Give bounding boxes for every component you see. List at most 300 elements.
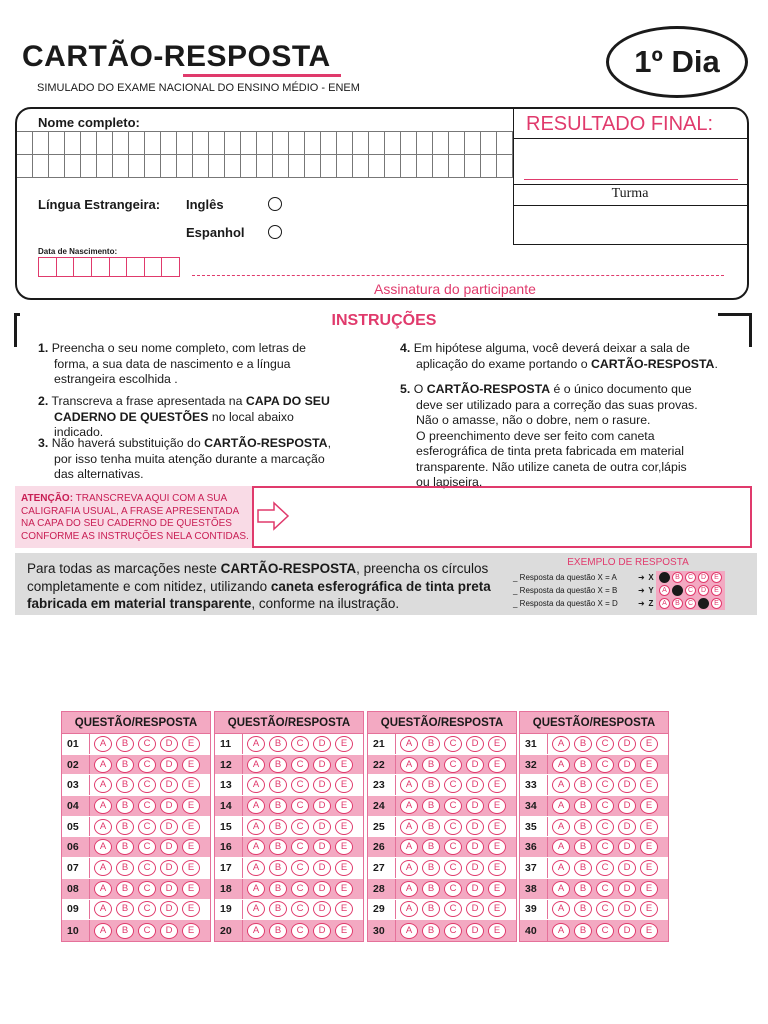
- answer-bubble[interactable]: A: [94, 881, 112, 897]
- answer-bubble[interactable]: C: [444, 798, 462, 814]
- answer-bubble[interactable]: C: [138, 798, 156, 814]
- answer-bubble[interactable]: C: [138, 736, 156, 752]
- answer-bubble[interactable]: A: [552, 881, 570, 897]
- answer-row: [368, 775, 516, 796]
- answer-bubble[interactable]: E: [488, 777, 506, 793]
- name-cell[interactable]: [481, 155, 497, 178]
- answer-bubble[interactable]: E: [640, 798, 658, 814]
- answer-bubble[interactable]: B: [116, 757, 134, 773]
- answer-bubble[interactable]: C: [138, 757, 156, 773]
- answer-bubble[interactable]: D: [466, 860, 484, 876]
- answer-bubble[interactable]: B: [422, 819, 440, 835]
- answer-bubble[interactable]: D: [313, 819, 331, 835]
- answer-bubble[interactable]: B: [269, 736, 287, 752]
- question-number: 10: [62, 920, 90, 941]
- answer-bubble[interactable]: B: [269, 819, 287, 835]
- answer-bubble[interactable]: D: [160, 860, 178, 876]
- answer-bubble[interactable]: D: [313, 736, 331, 752]
- answer-bubble[interactable]: C: [444, 839, 462, 855]
- answer-bubble[interactable]: C: [291, 757, 309, 773]
- name-cell[interactable]: [417, 155, 433, 178]
- answer-bubble[interactable]: B: [574, 860, 592, 876]
- name-cell[interactable]: [433, 155, 449, 178]
- name-cell[interactable]: [65, 155, 81, 178]
- answer-bubble[interactable]: E: [640, 757, 658, 773]
- answer-bubble[interactable]: D: [313, 923, 331, 939]
- answer-bubble[interactable]: E: [640, 736, 658, 752]
- question-number: 06: [62, 837, 90, 857]
- name-cell[interactable]: [177, 155, 193, 178]
- answer-bubble[interactable]: D: [313, 901, 331, 917]
- answer-row: [215, 920, 363, 941]
- answer-bubble[interactable]: B: [116, 777, 134, 793]
- name-cell[interactable]: [321, 155, 337, 178]
- answer-bubble[interactable]: A: [552, 798, 570, 814]
- answer-bubble[interactable]: E: [335, 736, 353, 752]
- question-number: 02: [62, 755, 90, 775]
- question-number: 21: [368, 734, 396, 754]
- name-cell[interactable]: [321, 132, 337, 155]
- birth-date-field[interactable]: [38, 257, 180, 277]
- answer-bubble[interactable]: C: [444, 736, 462, 752]
- name-cell[interactable]: [257, 155, 273, 178]
- answer-bubble[interactable]: A: [247, 901, 265, 917]
- name-cell[interactable]: [193, 155, 209, 178]
- name-cell[interactable]: [433, 132, 449, 155]
- name-cell[interactable]: [241, 155, 257, 178]
- answer-bubble[interactable]: D: [160, 777, 178, 793]
- name-cell[interactable]: [49, 155, 65, 178]
- answer-bubble[interactable]: B: [422, 881, 440, 897]
- name-cell[interactable]: [401, 155, 417, 178]
- answer-bubble[interactable]: B: [422, 777, 440, 793]
- name-cell[interactable]: [129, 155, 145, 178]
- name-cell[interactable]: [497, 155, 513, 178]
- answer-bubble[interactable]: B: [574, 881, 592, 897]
- answer-row: [62, 900, 210, 921]
- answer-bubble[interactable]: A: [552, 860, 570, 876]
- answer-bubble[interactable]: C: [291, 901, 309, 917]
- answer-bubble[interactable]: A: [94, 839, 112, 855]
- example-bubble: A: [659, 598, 670, 609]
- answer-bubble[interactable]: A: [400, 901, 418, 917]
- answer-bubble[interactable]: E: [335, 901, 353, 917]
- signature-label: Assinatura do participante: [374, 281, 536, 297]
- answer-bubble[interactable]: C: [138, 881, 156, 897]
- answer-bubble[interactable]: B: [116, 923, 134, 939]
- answer-bubble[interactable]: C: [291, 881, 309, 897]
- answer-bubble[interactable]: C: [138, 901, 156, 917]
- answer-bubble[interactable]: E: [182, 860, 200, 876]
- name-cell[interactable]: [97, 155, 113, 178]
- name-cell[interactable]: [289, 155, 305, 178]
- name-cell[interactable]: [289, 132, 305, 155]
- answer-bubble[interactable]: E: [640, 819, 658, 835]
- answer-bubble[interactable]: B: [422, 860, 440, 876]
- answer-bubble[interactable]: D: [618, 839, 636, 855]
- answer-bubble[interactable]: C: [444, 757, 462, 773]
- example-bubble: D: [698, 585, 709, 596]
- answer-bubble[interactable]: C: [444, 901, 462, 917]
- answer-bubble[interactable]: A: [94, 777, 112, 793]
- name-cell[interactable]: [145, 132, 161, 155]
- answer-bubble[interactable]: A: [247, 777, 265, 793]
- name-cell[interactable]: [177, 132, 193, 155]
- name-cell[interactable]: [305, 132, 321, 155]
- answer-bubble[interactable]: B: [422, 757, 440, 773]
- question-number: 19: [215, 900, 243, 920]
- name-cell[interactable]: [193, 132, 209, 155]
- answer-bubble[interactable]: B: [422, 923, 440, 939]
- answer-bubble[interactable]: E: [182, 923, 200, 939]
- name-cell[interactable]: [273, 132, 289, 155]
- answer-bubble[interactable]: A: [552, 736, 570, 752]
- answer-bubble[interactable]: C: [138, 923, 156, 939]
- question-number: 40: [520, 920, 548, 941]
- answer-bubble[interactable]: D: [313, 839, 331, 855]
- answer-bubble[interactable]: D: [313, 860, 331, 876]
- question-number: 18: [215, 879, 243, 899]
- answer-bubble[interactable]: A: [247, 839, 265, 855]
- answer-row: [520, 858, 668, 879]
- name-cell[interactable]: [497, 132, 513, 155]
- name-cell[interactable]: [225, 155, 241, 178]
- name-cell[interactable]: [225, 132, 241, 155]
- answer-bubble[interactable]: A: [552, 777, 570, 793]
- name-cell[interactable]: [273, 155, 289, 178]
- name-cell[interactable]: [385, 132, 401, 155]
- name-cell[interactable]: [385, 155, 401, 178]
- answer-bubble[interactable]: C: [444, 881, 462, 897]
- answer-bubble[interactable]: E: [335, 777, 353, 793]
- answer-row: [368, 837, 516, 858]
- answer-bubble[interactable]: A: [552, 839, 570, 855]
- answer-bubble[interactable]: C: [444, 923, 462, 939]
- answer-bubble[interactable]: B: [116, 798, 134, 814]
- answer-bubble[interactable]: B: [269, 923, 287, 939]
- name-cell[interactable]: [49, 132, 65, 155]
- answer-bubble[interactable]: C: [444, 819, 462, 835]
- answer-bubble[interactable]: A: [400, 736, 418, 752]
- name-cell[interactable]: [449, 132, 465, 155]
- answer-bubble[interactable]: E: [335, 839, 353, 855]
- answer-bubble[interactable]: B: [574, 757, 592, 773]
- answer-bubble[interactable]: C: [444, 777, 462, 793]
- answer-bubble[interactable]: C: [596, 860, 614, 876]
- answer-bubble[interactable]: D: [618, 881, 636, 897]
- answer-bubble[interactable]: E: [640, 860, 658, 876]
- name-cell[interactable]: [353, 155, 369, 178]
- answer-bubble[interactable]: E: [488, 860, 506, 876]
- answer-bubble[interactable]: C: [291, 798, 309, 814]
- answer-bubble[interactable]: C: [444, 860, 462, 876]
- question-number: 31: [520, 734, 548, 754]
- answer-bubble[interactable]: B: [574, 777, 592, 793]
- answer-row: [215, 817, 363, 838]
- answer-bubble[interactable]: A: [400, 777, 418, 793]
- question-number: 34: [520, 796, 548, 816]
- answer-bubble[interactable]: A: [247, 923, 265, 939]
- name-cell[interactable]: [257, 132, 273, 155]
- answer-bubble[interactable]: D: [466, 777, 484, 793]
- answer-bubble[interactable]: A: [247, 798, 265, 814]
- name-cell[interactable]: [81, 155, 97, 178]
- answer-bubble[interactable]: D: [618, 860, 636, 876]
- name-cell[interactable]: [305, 155, 321, 178]
- name-cell[interactable]: [161, 155, 177, 178]
- example-bubble: [672, 585, 683, 596]
- answer-bubble[interactable]: B: [574, 839, 592, 855]
- answer-bubble[interactable]: C: [596, 923, 614, 939]
- name-cell[interactable]: [417, 132, 433, 155]
- answer-bubble[interactable]: E: [640, 839, 658, 855]
- name-cell[interactable]: [369, 132, 385, 155]
- answer-bubble[interactable]: E: [488, 923, 506, 939]
- answer-bubble[interactable]: B: [269, 777, 287, 793]
- answer-bubble[interactable]: E: [182, 819, 200, 835]
- answer-bubble[interactable]: E: [335, 819, 353, 835]
- answer-bubble[interactable]: D: [466, 901, 484, 917]
- answer-bubble[interactable]: E: [182, 757, 200, 773]
- question-number: 23: [368, 775, 396, 795]
- answer-bubble[interactable]: A: [247, 757, 265, 773]
- answer-bubble[interactable]: C: [596, 736, 614, 752]
- answer-bubble[interactable]: E: [335, 881, 353, 897]
- answer-bubble[interactable]: B: [574, 798, 592, 814]
- name-cell[interactable]: [337, 132, 353, 155]
- answer-bubble[interactable]: B: [422, 901, 440, 917]
- answer-bubble[interactable]: B: [269, 901, 287, 917]
- answer-bubble[interactable]: D: [466, 798, 484, 814]
- answer-bubble[interactable]: D: [466, 819, 484, 835]
- answer-bubble[interactable]: A: [94, 923, 112, 939]
- answer-bubble[interactable]: D: [160, 736, 178, 752]
- answer-bubble[interactable]: D: [313, 757, 331, 773]
- answer-bubble[interactable]: C: [596, 757, 614, 773]
- answer-bubble[interactable]: C: [596, 819, 614, 835]
- answer-bubble[interactable]: D: [618, 819, 636, 835]
- name-cell[interactable]: [401, 132, 417, 155]
- answer-bubble[interactable]: B: [574, 819, 592, 835]
- answer-bubble[interactable]: D: [160, 798, 178, 814]
- answer-bubble[interactable]: E: [640, 901, 658, 917]
- answer-bubble[interactable]: E: [182, 839, 200, 855]
- answer-bubble[interactable]: D: [466, 923, 484, 939]
- answer-bubble[interactable]: B: [116, 901, 134, 917]
- answer-bubble[interactable]: B: [116, 839, 134, 855]
- answer-bubble[interactable]: A: [94, 798, 112, 814]
- name-cell[interactable]: [241, 132, 257, 155]
- divider: [513, 184, 749, 185]
- answer-bubble[interactable]: E: [488, 736, 506, 752]
- answer-bubble[interactable]: A: [247, 881, 265, 897]
- answer-bubble[interactable]: E: [488, 798, 506, 814]
- answer-bubble[interactable]: D: [160, 819, 178, 835]
- answer-bubble[interactable]: D: [160, 881, 178, 897]
- name-cell[interactable]: [17, 155, 33, 178]
- answer-bubble[interactable]: C: [596, 777, 614, 793]
- answer-bubble[interactable]: B: [422, 736, 440, 752]
- name-cell[interactable]: [209, 132, 225, 155]
- answer-bubble[interactable]: D: [313, 881, 331, 897]
- answer-bubble[interactable]: D: [160, 839, 178, 855]
- name-cell[interactable]: [97, 132, 113, 155]
- answer-bubble[interactable]: D: [618, 736, 636, 752]
- answer-bubble[interactable]: C: [596, 798, 614, 814]
- answer-bubble[interactable]: D: [466, 881, 484, 897]
- answer-bubble[interactable]: C: [138, 777, 156, 793]
- answer-bubble[interactable]: B: [269, 839, 287, 855]
- radio-ingles[interactable]: [268, 197, 282, 211]
- answer-bubble[interactable]: A: [400, 819, 418, 835]
- answer-row: [215, 900, 363, 921]
- answer-bubble[interactable]: A: [247, 819, 265, 835]
- example-bubble: E: [711, 598, 722, 609]
- answer-bubble[interactable]: E: [335, 923, 353, 939]
- answer-bubble[interactable]: C: [138, 839, 156, 855]
- answer-bubble[interactable]: E: [182, 901, 200, 917]
- answer-bubble[interactable]: C: [596, 901, 614, 917]
- result-line[interactable]: [524, 179, 738, 180]
- answer-bubble[interactable]: C: [138, 860, 156, 876]
- answer-bubble[interactable]: E: [640, 881, 658, 897]
- answer-bubble[interactable]: E: [488, 901, 506, 917]
- answer-bubble[interactable]: D: [618, 923, 636, 939]
- answer-bubble[interactable]: D: [618, 757, 636, 773]
- radio-espanhol[interactable]: [268, 225, 282, 239]
- answer-bubble[interactable]: B: [269, 881, 287, 897]
- answer-bubble[interactable]: E: [488, 839, 506, 855]
- answer-bubble[interactable]: A: [400, 881, 418, 897]
- question-number: 22: [368, 755, 396, 775]
- answer-bubble[interactable]: D: [466, 757, 484, 773]
- name-cell[interactable]: [209, 155, 225, 178]
- name-cell[interactable]: [449, 155, 465, 178]
- answer-bubble[interactable]: E: [335, 798, 353, 814]
- name-cell[interactable]: [81, 132, 97, 155]
- answer-bubble[interactable]: E: [335, 860, 353, 876]
- question-number: 36: [520, 837, 548, 857]
- answer-bubble[interactable]: D: [618, 777, 636, 793]
- answer-bubble[interactable]: B: [422, 839, 440, 855]
- answer-bubble[interactable]: C: [291, 839, 309, 855]
- answer-bubble[interactable]: A: [552, 757, 570, 773]
- question-number: 25: [368, 817, 396, 837]
- answer-bubble[interactable]: D: [160, 901, 178, 917]
- answer-bubble[interactable]: E: [640, 777, 658, 793]
- name-cell[interactable]: [33, 155, 49, 178]
- name-cell[interactable]: [113, 132, 129, 155]
- name-cell[interactable]: [17, 132, 33, 155]
- answer-bubble[interactable]: A: [400, 798, 418, 814]
- answer-bubble[interactable]: C: [291, 736, 309, 752]
- name-cell[interactable]: [145, 155, 161, 178]
- name-cell[interactable]: [369, 155, 385, 178]
- divider: [513, 244, 749, 245]
- answer-bubble[interactable]: B: [116, 881, 134, 897]
- answer-bubble[interactable]: B: [574, 736, 592, 752]
- answer-bubble[interactable]: D: [160, 923, 178, 939]
- name-cell[interactable]: [465, 132, 481, 155]
- answer-bubble[interactable]: A: [94, 757, 112, 773]
- answer-bubble[interactable]: A: [552, 923, 570, 939]
- name-cell[interactable]: [481, 132, 497, 155]
- answer-bubble[interactable]: C: [291, 819, 309, 835]
- answer-bubble[interactable]: A: [400, 860, 418, 876]
- answer-bubble[interactable]: C: [291, 777, 309, 793]
- name-grid[interactable]: [17, 131, 513, 178]
- answer-bubble[interactable]: B: [116, 736, 134, 752]
- answer-bubble[interactable]: E: [182, 736, 200, 752]
- answer-bubble[interactable]: D: [313, 798, 331, 814]
- name-cell[interactable]: [337, 155, 353, 178]
- answer-bubble[interactable]: A: [552, 901, 570, 917]
- answer-bubble[interactable]: A: [247, 736, 265, 752]
- answer-bubble[interactable]: E: [182, 798, 200, 814]
- answer-bubble[interactable]: C: [291, 860, 309, 876]
- answer-bubble[interactable]: B: [269, 798, 287, 814]
- answer-bubble[interactable]: E: [182, 881, 200, 897]
- name-cell[interactable]: [33, 132, 49, 155]
- answer-bubble[interactable]: B: [574, 923, 592, 939]
- answer-bubble[interactable]: E: [488, 819, 506, 835]
- answer-bubble[interactable]: E: [488, 881, 506, 897]
- answer-bubble[interactable]: D: [618, 798, 636, 814]
- answer-bubble[interactable]: B: [574, 901, 592, 917]
- answer-bubble[interactable]: A: [552, 819, 570, 835]
- name-cell[interactable]: [129, 132, 145, 155]
- answer-bubble[interactable]: C: [291, 923, 309, 939]
- name-cell[interactable]: [465, 155, 481, 178]
- answer-bubble[interactable]: E: [335, 757, 353, 773]
- answer-bubble[interactable]: A: [400, 757, 418, 773]
- answer-bubble[interactable]: A: [400, 839, 418, 855]
- answer-bubble[interactable]: B: [269, 860, 287, 876]
- name-cell[interactable]: [65, 132, 81, 155]
- answer-bubble[interactable]: A: [94, 901, 112, 917]
- answer-bubble[interactable]: E: [182, 777, 200, 793]
- answer-row: [62, 734, 210, 755]
- answer-bubble[interactable]: C: [138, 819, 156, 835]
- answer-bubble[interactable]: A: [247, 860, 265, 876]
- answer-bubble[interactable]: C: [596, 839, 614, 855]
- answer-bubble[interactable]: E: [640, 923, 658, 939]
- answer-bubble[interactable]: B: [422, 798, 440, 814]
- answer-bubble[interactable]: A: [94, 819, 112, 835]
- example-question: _ Resposta da questão X = D: [513, 599, 618, 608]
- answer-bubble[interactable]: D: [466, 839, 484, 855]
- answer-bubble[interactable]: C: [596, 881, 614, 897]
- answer-bubble[interactable]: A: [94, 736, 112, 752]
- answer-bubble[interactable]: B: [116, 860, 134, 876]
- answer-bubble[interactable]: A: [94, 860, 112, 876]
- example-question: _ Resposta da questão X = A: [513, 573, 617, 582]
- answer-bubble[interactable]: D: [618, 901, 636, 917]
- answer-bubble[interactable]: A: [400, 923, 418, 939]
- signature-line[interactable]: [192, 275, 724, 276]
- answer-bubble[interactable]: D: [466, 736, 484, 752]
- example-letter: Y: [648, 586, 654, 595]
- answer-bubble[interactable]: D: [160, 757, 178, 773]
- answer-bubble[interactable]: D: [313, 777, 331, 793]
- name-cell[interactable]: [353, 132, 369, 155]
- answer-bubble[interactable]: B: [269, 757, 287, 773]
- name-cell[interactable]: [113, 155, 129, 178]
- answer-bubble[interactable]: B: [116, 819, 134, 835]
- answer-bubble[interactable]: E: [488, 757, 506, 773]
- answer-row: [368, 755, 516, 776]
- name-cell[interactable]: [161, 132, 177, 155]
